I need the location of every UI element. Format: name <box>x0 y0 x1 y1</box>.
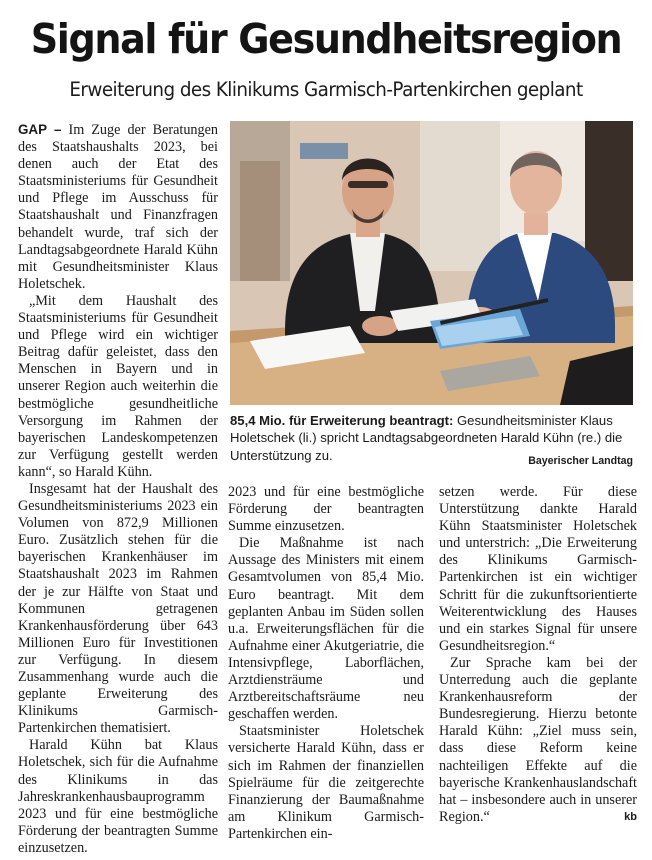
photo-credit: Bayerischer Landtag <box>528 454 633 467</box>
paragraph-7 <box>439 655 637 826</box>
paragraph-7-text: Zur Sprache kam bei der Unterredung auch die geplante Krankenhausreform der Bundesregierung. Hierzu betonte Harald Kühn: „Ziel muss sein, dass diese Reform keine nachteiligen Effekte auf die bayerische Krankenhauslandschaft hat – insbesondere auch in unserer Region.“ <box>439 654 637 825</box>
paragraph-1 <box>18 121 218 293</box>
paragraph-3: Insgesamt hat der Haushalt des Gesundheitsministeriums 2023 ein Volumen von 872,9 Millionen Euro. Zusätzlich stehen für die bayerischen Krankenhäuser im Staatshaushalt 2023 im Rahmen der je zur Hälfte von Staat und Kommunen getragenen Krankenhausförderung über 643 Millionen Euro für Investitionen zur Verfügung. In diesem Zusammenhang wurde auch die geplante Erweiterung des Klinikums Garmisch-Partenkirchen thematisiert. <box>18 480 218 737</box>
caption-lead: 85,4 Mio. für Erweiterung beantragt: <box>230 413 454 428</box>
paragraph-6-continued: setzen werde. Für diese Unterstützung dankte Harald Kühn Staatsminister Holetschek und unterstrich: „Die Erweiterung des Klinikums Garmisch-Partenkirchen ist ein wichtiger Schritt für die zukunftsorientierte Weiterentwicklung des Hauses und ein starkes Signal für unsere Gesundheitsregion.“ <box>439 484 637 654</box>
photo-caption <box>230 412 633 470</box>
headline: Signal für Gesundheitsregion <box>30 15 622 63</box>
article-column-1 <box>18 121 218 856</box>
caption-text: Gesundheitsminister Klaus Holetschek (li.) spricht Landtagsabgeordneten Harald Kühn (re.) die Unterstützung zu. <box>230 413 623 463</box>
dateline: GAP – <box>18 122 62 137</box>
paragraph-1-text: Im Zuge der Beratungen des Staatshaushalts 2023, bei denen auch der Etat des Staatsministeriums für Gesundheit und Pflege im Ausschuss für Staatshaushalt und Finanzfragen behandelt wurde, traf sich der Landtagsabgeordnete Harald Kühn mit Gesundheitsminister Klaus Holetschek. <box>18 122 218 292</box>
paragraph-5: Die Maßnahme ist nach Aussage des Ministers mit einem Gesamtvolumen von 85,4 Mio. Euro beantragt. Mit dem geplanten Anbau im Süden sollen u.a. Erweiterungsflächen für die Aufnahme einer Akutgeriatrie, die Intensivpflege, Laborflächen, Arztdiensträume und Arztbereitschaftsräume neu geschaffen werden. <box>228 535 424 723</box>
paragraph-5-continued: 2023 und für eine bestmögliche Förderung der beantragten Summe einzusetzen. <box>228 484 424 535</box>
paragraph-6: Staatsminister Holetschek versicherte Harald Kühn, dass er sich im Rahmen der finanziellen Spielräume für die zeitgerechte Finanzierung der Baumaßnahme am Klinikum Garmisch-Partenkirchen ein- <box>228 723 424 842</box>
article-column-3 <box>439 484 637 854</box>
article-photo <box>230 121 633 405</box>
paragraph-4: Harald Kühn bat Klaus Holetschek, sich für die Aufnahme des Klinikums in das Jahreskrankenhausbauprogramm 2023 und für eine bestmögliche Förderung der beantragten Summe einzusetzen. <box>18 737 218 856</box>
author-signature: kb <box>624 810 637 823</box>
paragraph-2: „Mit dem Haushalt des Staatsministeriums für Gesundheit und Pflege wird ein wichtiger Beitrag dafür geleistet, dass den Menschen in Bayern und in unserer Region auch weiterhin die bestmögliche gesundheitliche Versorgung im Rahmen der bayerischen Landeskompetenzen zur Verfügung gestellt werden kann“, so Harald Kühn. <box>18 292 218 480</box>
subheadline: Erweiterung des Klinikums Garmisch-Partenkirchen geplant <box>69 78 583 101</box>
article-column-2 <box>228 484 424 854</box>
